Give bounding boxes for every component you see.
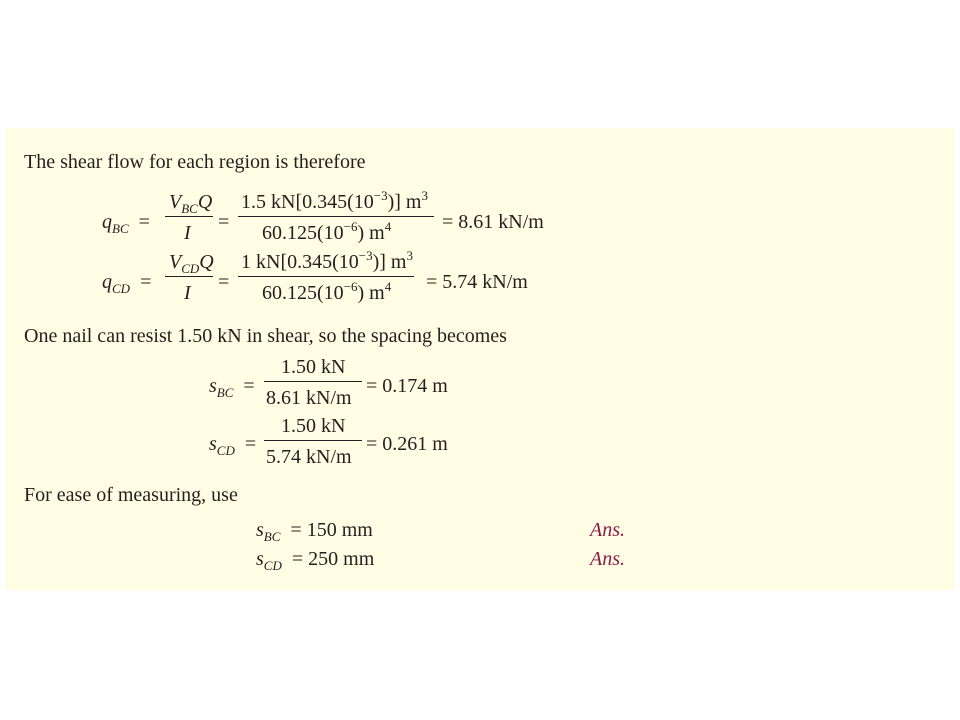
qbc-denominator: $60.125(10^{-6})$ $m^4$	[262, 219, 392, 244]
sbc-fraction-bar	[264, 381, 362, 382]
answer-label: Ans.	[590, 548, 625, 570]
equals-sign: =	[218, 271, 230, 293]
qbc-formula-bar	[165, 216, 213, 217]
qcd-numerator: 1 $kN[0.345(10^{-3})]$ $m^3$	[241, 248, 413, 273]
scd-result: = 0.261 m	[366, 433, 448, 455]
sbc-result: = 0.174 m	[366, 375, 448, 397]
sbc-lhs: $s_{BC}$ =	[209, 375, 255, 400]
intro-line-2: One nail can resist 1.50 kN in shear, so the spacing becomes	[24, 325, 507, 347]
qbc-fraction-bar	[238, 216, 434, 217]
scd-lhs: $s_{CD}$ =	[209, 433, 257, 458]
qbc-formula-numerator: $V_{BC}Q$	[169, 191, 213, 216]
qbc-formula-denominator: I	[184, 222, 191, 244]
qcd-lhs: $q_{CD}$ =	[102, 271, 152, 296]
qcd-formula-denominator: I	[184, 282, 191, 304]
solution-panel	[6, 128, 954, 590]
qcd-denominator: $60.125(10^{-6})$ $m^4$	[262, 279, 392, 304]
equals-sign: =	[218, 211, 230, 233]
final-sbc: $s_{BC} = 150$ mm	[256, 519, 373, 544]
intro-line-1: The shear flow for each region is therefore	[24, 151, 366, 173]
qcd-result: = 5.74 kN/m	[426, 271, 528, 293]
qbc-numerator: 1.5 $kN[0.345(10^{-3})]$ $m^3$	[241, 188, 428, 213]
scd-numerator: 1.50 kN	[281, 415, 346, 437]
qcd-fraction-bar	[238, 276, 414, 277]
scd-denominator: 5.74 kN/m	[266, 446, 352, 468]
intro-line-3: For ease of measuring, use	[24, 484, 238, 506]
qcd-formula-bar	[165, 276, 213, 277]
sbc-numerator: 1.50 kN	[281, 356, 346, 378]
qbc-lhs: $q_{BC}$ =	[102, 211, 150, 236]
qbc-result: = 8.61 kN/m	[442, 211, 544, 233]
qcd-formula-numerator: $V_{CD}Q$	[169, 251, 214, 276]
answer-label: Ans.	[590, 519, 625, 541]
scd-fraction-bar	[264, 440, 362, 441]
final-scd: $s_{CD} = 250$ mm	[256, 548, 375, 573]
sbc-denominator: 8.61 kN/m	[266, 387, 352, 409]
